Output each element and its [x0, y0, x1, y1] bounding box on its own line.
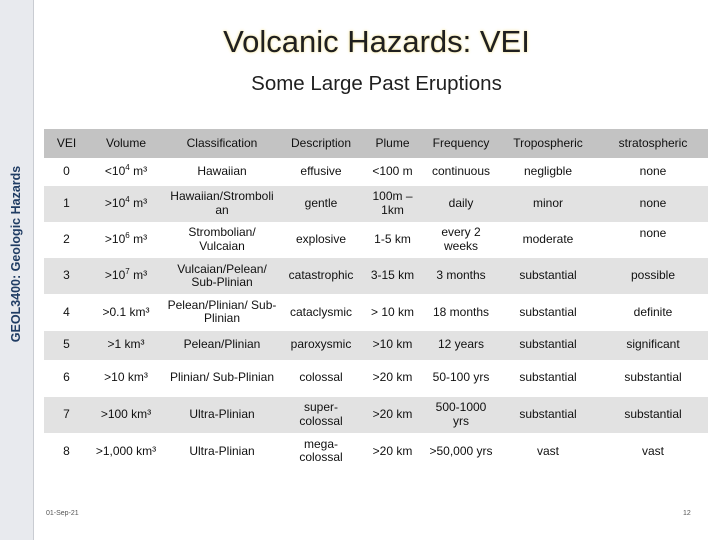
- vei-cell: 6: [44, 360, 89, 397]
- description-cell: catastrophic: [281, 258, 361, 294]
- stratospheric-cell: none: [598, 158, 708, 186]
- stratospheric-cell: vast: [598, 433, 708, 470]
- frequency-cell: every 2 weeks: [424, 222, 498, 258]
- header-cell: Tropospheric: [498, 129, 598, 158]
- table-row: [44, 433, 708, 470]
- vei-cell: 4: [44, 294, 89, 330]
- volume-pre: >100 km³: [100, 406, 152, 421]
- vei-table: [44, 129, 708, 470]
- volume-post: m³: [129, 232, 148, 247]
- table-row: [44, 258, 708, 294]
- plume-cell: >20 km: [361, 360, 424, 397]
- description-cell: mega-colossal: [281, 433, 361, 470]
- stratospheric-cell: definite: [598, 294, 708, 330]
- vei-cell: 0: [44, 158, 89, 186]
- description-cell: effusive: [281, 158, 361, 186]
- header-cell: Volume: [89, 129, 163, 158]
- volume-cell: [89, 433, 163, 470]
- plume-cell: <100 m: [361, 158, 424, 186]
- plume-cell: > 10 km: [361, 294, 424, 330]
- volume-post: m³: [129, 196, 148, 211]
- volume-pre: >1 km³: [107, 337, 145, 352]
- volume-cell: [89, 331, 163, 360]
- header-cell: stratospheric: [598, 129, 708, 158]
- table-row: [44, 222, 708, 258]
- frequency-cell: continuous: [424, 158, 498, 186]
- volume-cell: [89, 397, 163, 433]
- plume-cell: >20 km: [361, 433, 424, 470]
- footer-date: 01-Sep-21: [46, 510, 79, 517]
- vei-cell: 7: [44, 397, 89, 433]
- plume-cell: >10 km: [361, 331, 424, 360]
- header-cell: VEI: [44, 129, 89, 158]
- volume-post: m³: [129, 268, 148, 283]
- frequency-cell: daily: [424, 186, 498, 222]
- classification-cell: Ultra-Plinian: [163, 397, 281, 433]
- volume-pre: >10: [104, 196, 126, 211]
- volume-pre: >10: [104, 268, 126, 283]
- header-cell: Frequency: [424, 129, 498, 158]
- volume-cell: [89, 222, 163, 258]
- table-row: [44, 294, 708, 330]
- classification-cell: Hawaiian: [163, 158, 281, 186]
- frequency-cell: 500-1000 yrs: [424, 397, 498, 433]
- stratospheric-cell: none: [598, 186, 708, 222]
- header-cell: Plume: [361, 129, 424, 158]
- tropospheric-cell: vast: [498, 433, 598, 470]
- tropospheric-cell: substantial: [498, 397, 598, 433]
- volume-exp: 7: [125, 267, 130, 277]
- description-cell: paroxysmic: [281, 331, 361, 360]
- vei-cell: 1: [44, 186, 89, 222]
- slide-title: Volcanic Hazards: VEI: [223, 24, 530, 59]
- frequency-cell: >50,000 yrs: [424, 433, 498, 470]
- volume-exp: 4: [125, 163, 130, 173]
- header-cell: Description: [281, 129, 361, 158]
- vei-cell: 8: [44, 433, 89, 470]
- vei-cell: 5: [44, 331, 89, 360]
- volume-pre: >10: [104, 232, 126, 247]
- classification-cell: Vulcaian/Pelean/ Sub-Plinian: [163, 258, 281, 294]
- tropospheric-cell: substantial: [498, 360, 598, 397]
- description-cell: super-colossal: [281, 397, 361, 433]
- volume-pre: <10: [104, 164, 126, 179]
- tropospheric-cell: minor: [498, 186, 598, 222]
- vei-cell: 3: [44, 258, 89, 294]
- plume-cell: 100m – 1km: [361, 186, 424, 222]
- volume-exp: 4: [125, 195, 130, 205]
- volume-cell: [89, 360, 163, 397]
- volume-pre: >0.1 km³: [102, 304, 150, 319]
- tropospheric-cell: negligble: [498, 158, 598, 186]
- table-row: [44, 186, 708, 222]
- stratospheric-cell: significant: [598, 331, 708, 360]
- description-cell: colossal: [281, 360, 361, 397]
- volume-pre: >1,000 km³: [95, 443, 157, 458]
- slide-subtitle: Some Large Past Eruptions: [251, 72, 502, 95]
- frequency-cell: 3 months: [424, 258, 498, 294]
- tropospheric-cell: substantial: [498, 258, 598, 294]
- tropospheric-cell: substantial: [498, 294, 598, 330]
- volume-pre: >10 km³: [104, 370, 148, 385]
- tropospheric-cell: substantial: [498, 331, 598, 360]
- volume-cell: [89, 294, 163, 330]
- classification-cell: Ultra-Plinian: [163, 433, 281, 470]
- header-cell: Classification: [163, 129, 281, 158]
- stratospheric-cell: substantial: [598, 360, 708, 397]
- classification-cell: Plinian/ Sub-Plinian: [163, 360, 281, 397]
- frequency-cell: 18 months: [424, 294, 498, 330]
- page-number: 12: [683, 510, 691, 517]
- table-row: [44, 360, 708, 397]
- stratospheric-cell: substantial: [598, 397, 708, 433]
- volume-exp: 6: [125, 231, 130, 241]
- vei-cell: 2: [44, 222, 89, 258]
- table-header-row: [44, 129, 708, 158]
- course-label: GEOL3400: Geologic Hazards: [9, 165, 23, 343]
- table-row: [44, 331, 708, 360]
- classification-cell: Pelean/Plinian: [163, 331, 281, 360]
- frequency-cell: 12 years: [424, 331, 498, 360]
- description-cell: explosive: [281, 222, 361, 258]
- classification-cell: Strombolian/ Vulcaian: [163, 222, 281, 258]
- table-row: [44, 158, 708, 186]
- volume-cell: [89, 158, 163, 186]
- classification-cell: Pelean/Plinian/ Sub-Plinian: [163, 294, 281, 330]
- description-cell: gentle: [281, 186, 361, 222]
- sidebar: [0, 0, 34, 540]
- plume-cell: >20 km: [361, 397, 424, 433]
- volume-post: m³: [129, 164, 148, 179]
- classification-cell: Hawaiian/Stromboli an: [163, 186, 281, 222]
- stratospheric-cell: possible: [598, 258, 708, 294]
- frequency-cell: 50-100 yrs: [424, 360, 498, 397]
- stratospheric-cell: none: [598, 222, 708, 258]
- volume-cell: [89, 186, 163, 222]
- volume-cell: [89, 258, 163, 294]
- table-row: [44, 397, 708, 433]
- plume-cell: 1-5 km: [361, 222, 424, 258]
- tropospheric-cell: moderate: [498, 222, 598, 258]
- description-cell: cataclysmic: [281, 294, 361, 330]
- plume-cell: 3-15 km: [361, 258, 424, 294]
